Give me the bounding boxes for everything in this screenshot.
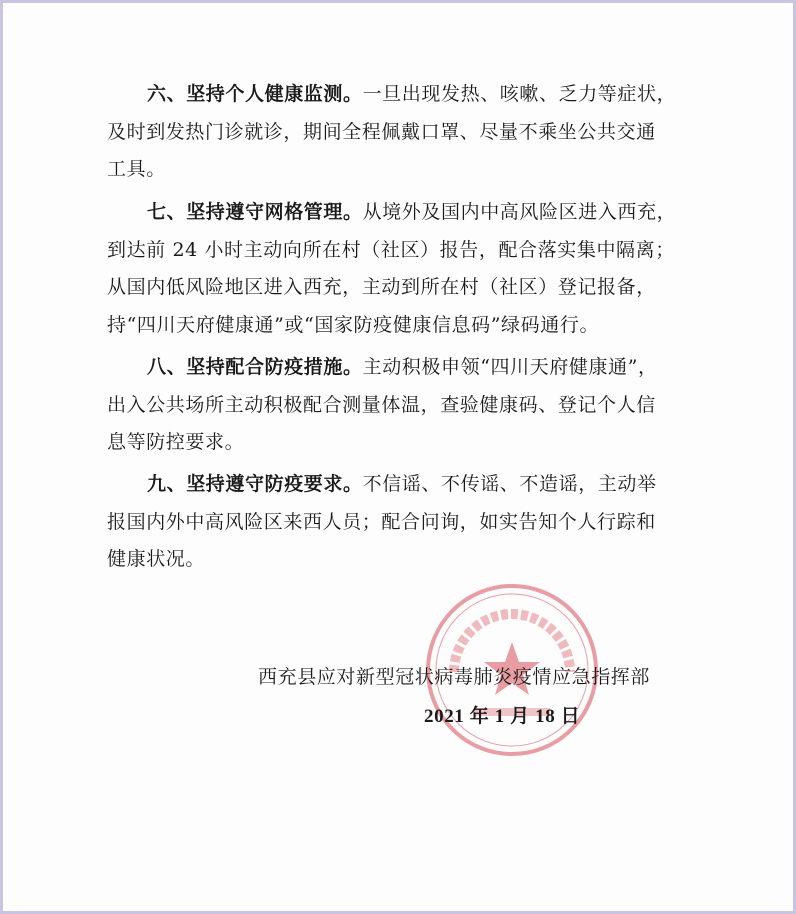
paragraph-6-line-3: 工具。 <box>107 158 166 180</box>
paragraph-8-line-2: 出入公共场所主动积极配合测量体温，查验健康码、登记个人信 <box>107 393 656 416</box>
paragraph-6-line-1 <box>107 76 707 114</box>
paragraph-7-line-4: 持“四川天府健康通”或“国家防疫健康信息码”绿码通行。 <box>107 313 600 336</box>
paragraph-8-line-3: 息等防控要求。 <box>107 431 245 453</box>
paragraph-8-first-line-text: 主动积极申领“四川天府健康通”， <box>362 356 658 378</box>
paragraph-7-heading: 七、坚持遵守网格管理。 <box>147 201 363 223</box>
issue-date: 2021 年 1 月 18 日 <box>424 706 581 727</box>
paragraph-7-line-3: 从国内低风险地区进入西充，主动到所在村（社区）登记报备， <box>107 276 656 298</box>
paragraph-7-line-2: 到达前 24 小时主动向所在村（社区）报告，配合落实集中隔离； <box>107 238 675 261</box>
paragraph-6-heading: 六、坚持个人健康监测。 <box>147 83 363 105</box>
paragraph-6 <box>107 76 707 189</box>
paragraph-9-heading: 九、坚持遵守防疫要求。 <box>147 473 363 495</box>
paragraph-6-first-line-text: 一旦出现发热、咳嗽、乏力等症状， <box>362 83 677 105</box>
paragraph-7-line-1 <box>107 194 707 232</box>
paragraph-9-line-2: 报国内外中高风险区来西人员；配合问询，如实告知个人行踪和 <box>107 510 656 533</box>
paragraph-6-line-2: 及时到发热门诊就诊，期间全程佩戴口罩、尽量不乘坐公共交通 <box>107 120 656 143</box>
paragraph-8 <box>107 349 707 462</box>
paragraph-9-first-line-text: 不信谣、不传谣、不造谣，主动举 <box>362 473 657 495</box>
paragraph-9-line-1 <box>107 466 707 504</box>
paragraph-7 <box>107 194 707 344</box>
paragraph-7-first-line-text: 从境外及国内中高风险区进入西充， <box>362 201 677 223</box>
paragraph-9 <box>107 466 707 579</box>
paragraph-8-heading: 八、坚持配合防疫措施。 <box>147 356 363 378</box>
paragraph-8-line-1 <box>107 349 707 387</box>
issuing-organization: 西充县应对新型冠状病毒肺炎疫情应急指挥部 <box>258 666 651 688</box>
paragraph-9-line-3: 健康状况。 <box>107 548 206 570</box>
